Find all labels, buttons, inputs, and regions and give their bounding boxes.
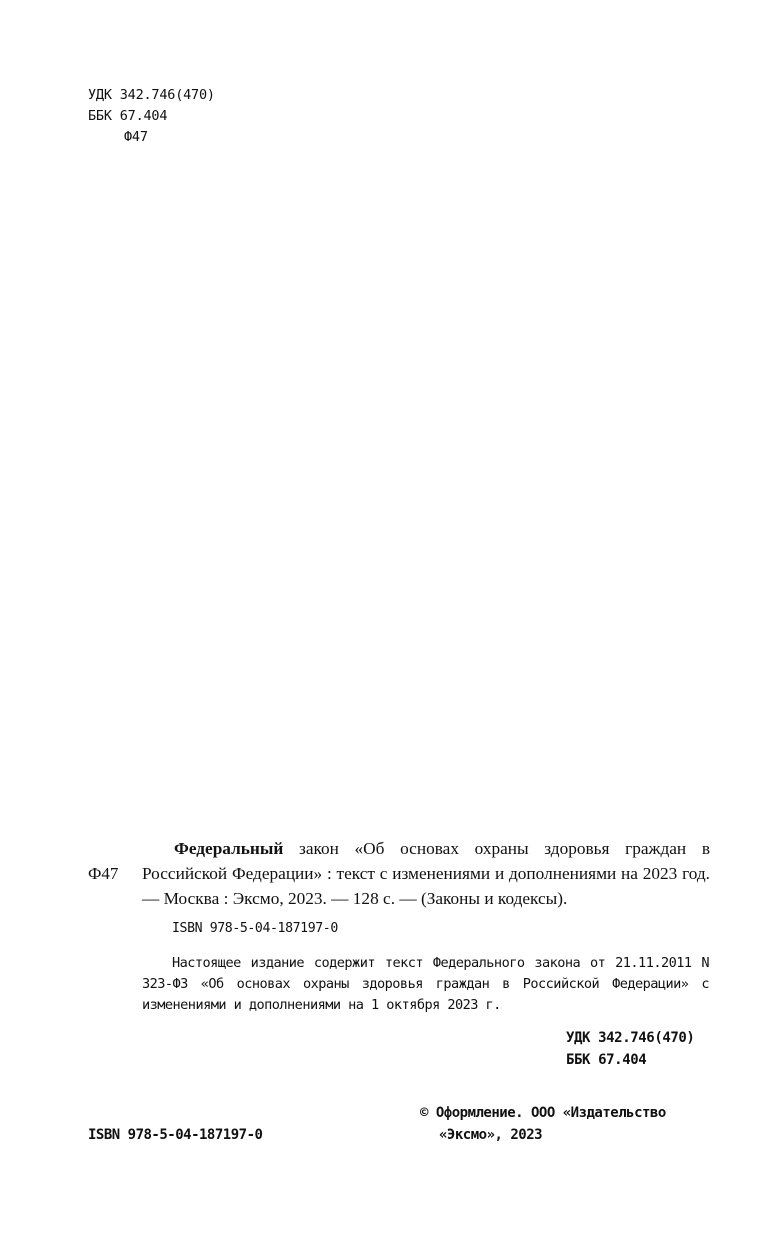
isbn-bottom: ISBN 978-5-04-187197-0 xyxy=(88,1127,263,1143)
author-cipher-top: Ф47 xyxy=(124,129,148,145)
title-bold-word: Федеральный xyxy=(174,839,284,858)
annotation-text: Настоящее издание содержит текст Федерального закона от 21.11.2011 N 323-ФЗ «Об основах охраны здоровья граждан в Российской Федерации» с изменениями и дополнениями на 1 октября 2023 г. xyxy=(142,955,709,1013)
isbn-line: ISBN 978-5-04-187197-0 xyxy=(172,921,338,936)
bbk-code: ББК 67.404 xyxy=(566,1052,647,1068)
bibliographic-text: закон «Об основах охраны здоровья граждан в Российской Федерации» : текст с изменениями и дополнениями на 2023 год. — Москва : Эксмо, 2023. — 128 с. — (Законы и кодексы). xyxy=(142,839,710,908)
classification-codes xyxy=(566,1027,694,1071)
copyright-notice xyxy=(420,1102,666,1146)
bibliographic-description xyxy=(142,836,710,911)
udk-code-top: УДК 342.746(470) xyxy=(88,87,215,103)
author-cipher: Ф47 xyxy=(88,864,119,883)
copyright-line-1: © Оформление. ООО «Издательство xyxy=(420,1105,666,1121)
udk-code: УДК 342.746(470) xyxy=(566,1030,695,1046)
copyright-line-2: «Эксмо», 2023 xyxy=(439,1127,543,1143)
bbk-code-top: ББК 67.404 xyxy=(88,108,168,124)
